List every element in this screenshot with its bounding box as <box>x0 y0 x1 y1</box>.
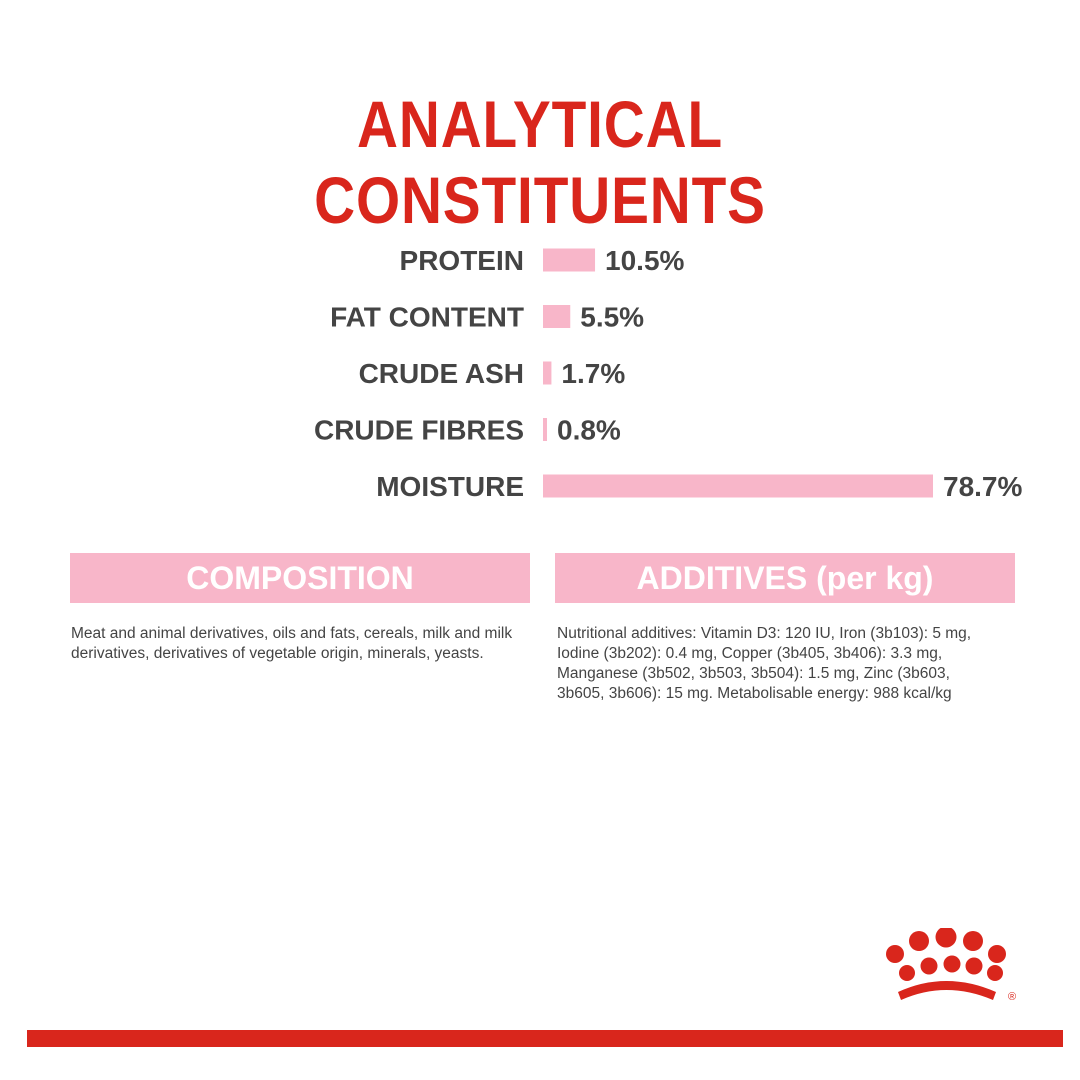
category-label: CRUDE FIBRES <box>313 414 524 446</box>
category-label: MOISTURE <box>376 471 524 502</box>
page-title-line-1: ANALYTICAL <box>357 87 723 162</box>
category-label: FAT CONTENT <box>330 301 524 333</box>
royal-canin-crown-icon <box>876 928 1026 1010</box>
composition-header: COMPOSITION <box>70 553 530 603</box>
bottom-brand-bar <box>27 1030 1063 1047</box>
value-label: 10.5% <box>605 245 685 276</box>
category-label: CRUDE ASH <box>358 358 524 389</box>
additives-header: ADDITIVES (per kg) <box>555 553 1015 603</box>
additives-text: Nutritional additives: Vitamin D3: 120 IU, Iron (3b103): 5 mg, Iodine (3b202): 0.4 mg, Copper (3b405, 3b406): 3.3 mg, Manganese (3b502, 3b503, 3b504): 1.5 mg, Zinc (3b603, 3b605, 3b606): 15 mg. Metabolisable energy: 988 kcal/kg <box>557 625 972 702</box>
bar <box>543 362 551 385</box>
composition-text: Meat and animal derivatives, oils and fats, cereals, milk and milk derivatives, derivatives of vegetable origin, minerals, yeasts. <box>71 625 513 662</box>
page-title-line-2: CONSTITUENTS <box>314 163 766 238</box>
bar <box>543 418 547 441</box>
bar <box>543 305 570 328</box>
value-label: 78.7% <box>943 471 1023 502</box>
value-label: 1.7% <box>561 358 626 389</box>
registered-mark: ® <box>1008 991 1017 1003</box>
bar <box>543 475 933 498</box>
value-label: 5.5% <box>580 301 645 333</box>
category-label: PROTEIN <box>399 245 524 276</box>
value-label: 0.8% <box>557 414 621 446</box>
bar <box>543 249 595 272</box>
